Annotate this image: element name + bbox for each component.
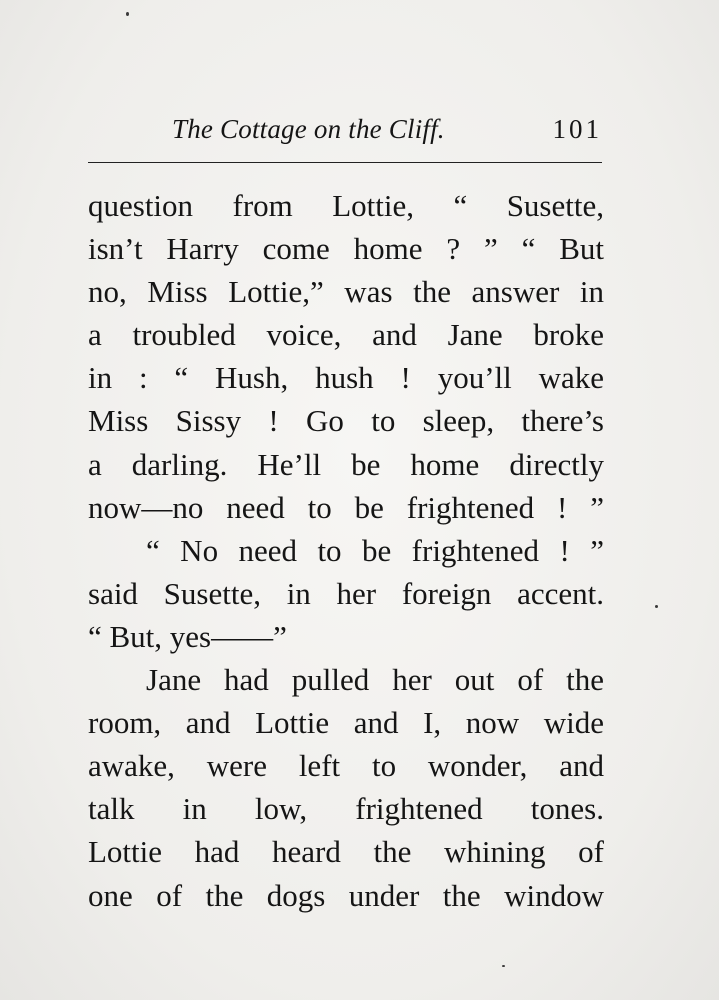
text-line: one of the dogs under the window bbox=[88, 877, 604, 913]
text-line: “ But, yes——” bbox=[88, 618, 287, 654]
ink-speck bbox=[502, 965, 505, 967]
text-line: Lottie had heard the whining of bbox=[88, 834, 604, 870]
running-header bbox=[88, 108, 602, 148]
text-line: room, and Lottie and I, now wide bbox=[88, 705, 604, 741]
text-line: awake, were left to wonder, and bbox=[88, 748, 604, 784]
text-line: isn’t Harry come home ? ” “ But bbox=[88, 231, 604, 267]
text-line: a darling. He’ll be home directly bbox=[88, 446, 604, 482]
body-text bbox=[88, 184, 604, 917]
text-line: Miss Sissy ! Go to sleep, there’s bbox=[88, 403, 604, 439]
text-line: a troubled voice, and Jane broke bbox=[88, 317, 604, 353]
text-line: said Susette, in her foreign accent. bbox=[88, 575, 604, 611]
text-line: question from Lottie, “ Susette, bbox=[88, 188, 604, 223]
page-number: 101 bbox=[552, 114, 602, 144]
text-line: Jane had pulled her out of the bbox=[146, 662, 604, 698]
text-line: “ No need to be frightened ! ” bbox=[146, 532, 604, 568]
running-title: The Cottage on the Cliff. bbox=[172, 114, 445, 144]
text-line: now—no need to be frightened ! ” bbox=[88, 489, 604, 525]
header-rule bbox=[88, 162, 602, 163]
ink-speck bbox=[126, 12, 129, 16]
ink-speck bbox=[655, 605, 658, 608]
text-line: talk in low, frightened tones. bbox=[88, 791, 604, 827]
text-line: no, Miss Lottie,” was the answer in bbox=[88, 274, 604, 310]
text-line: in : “ Hush, hush ! you’ll wake bbox=[88, 360, 604, 396]
